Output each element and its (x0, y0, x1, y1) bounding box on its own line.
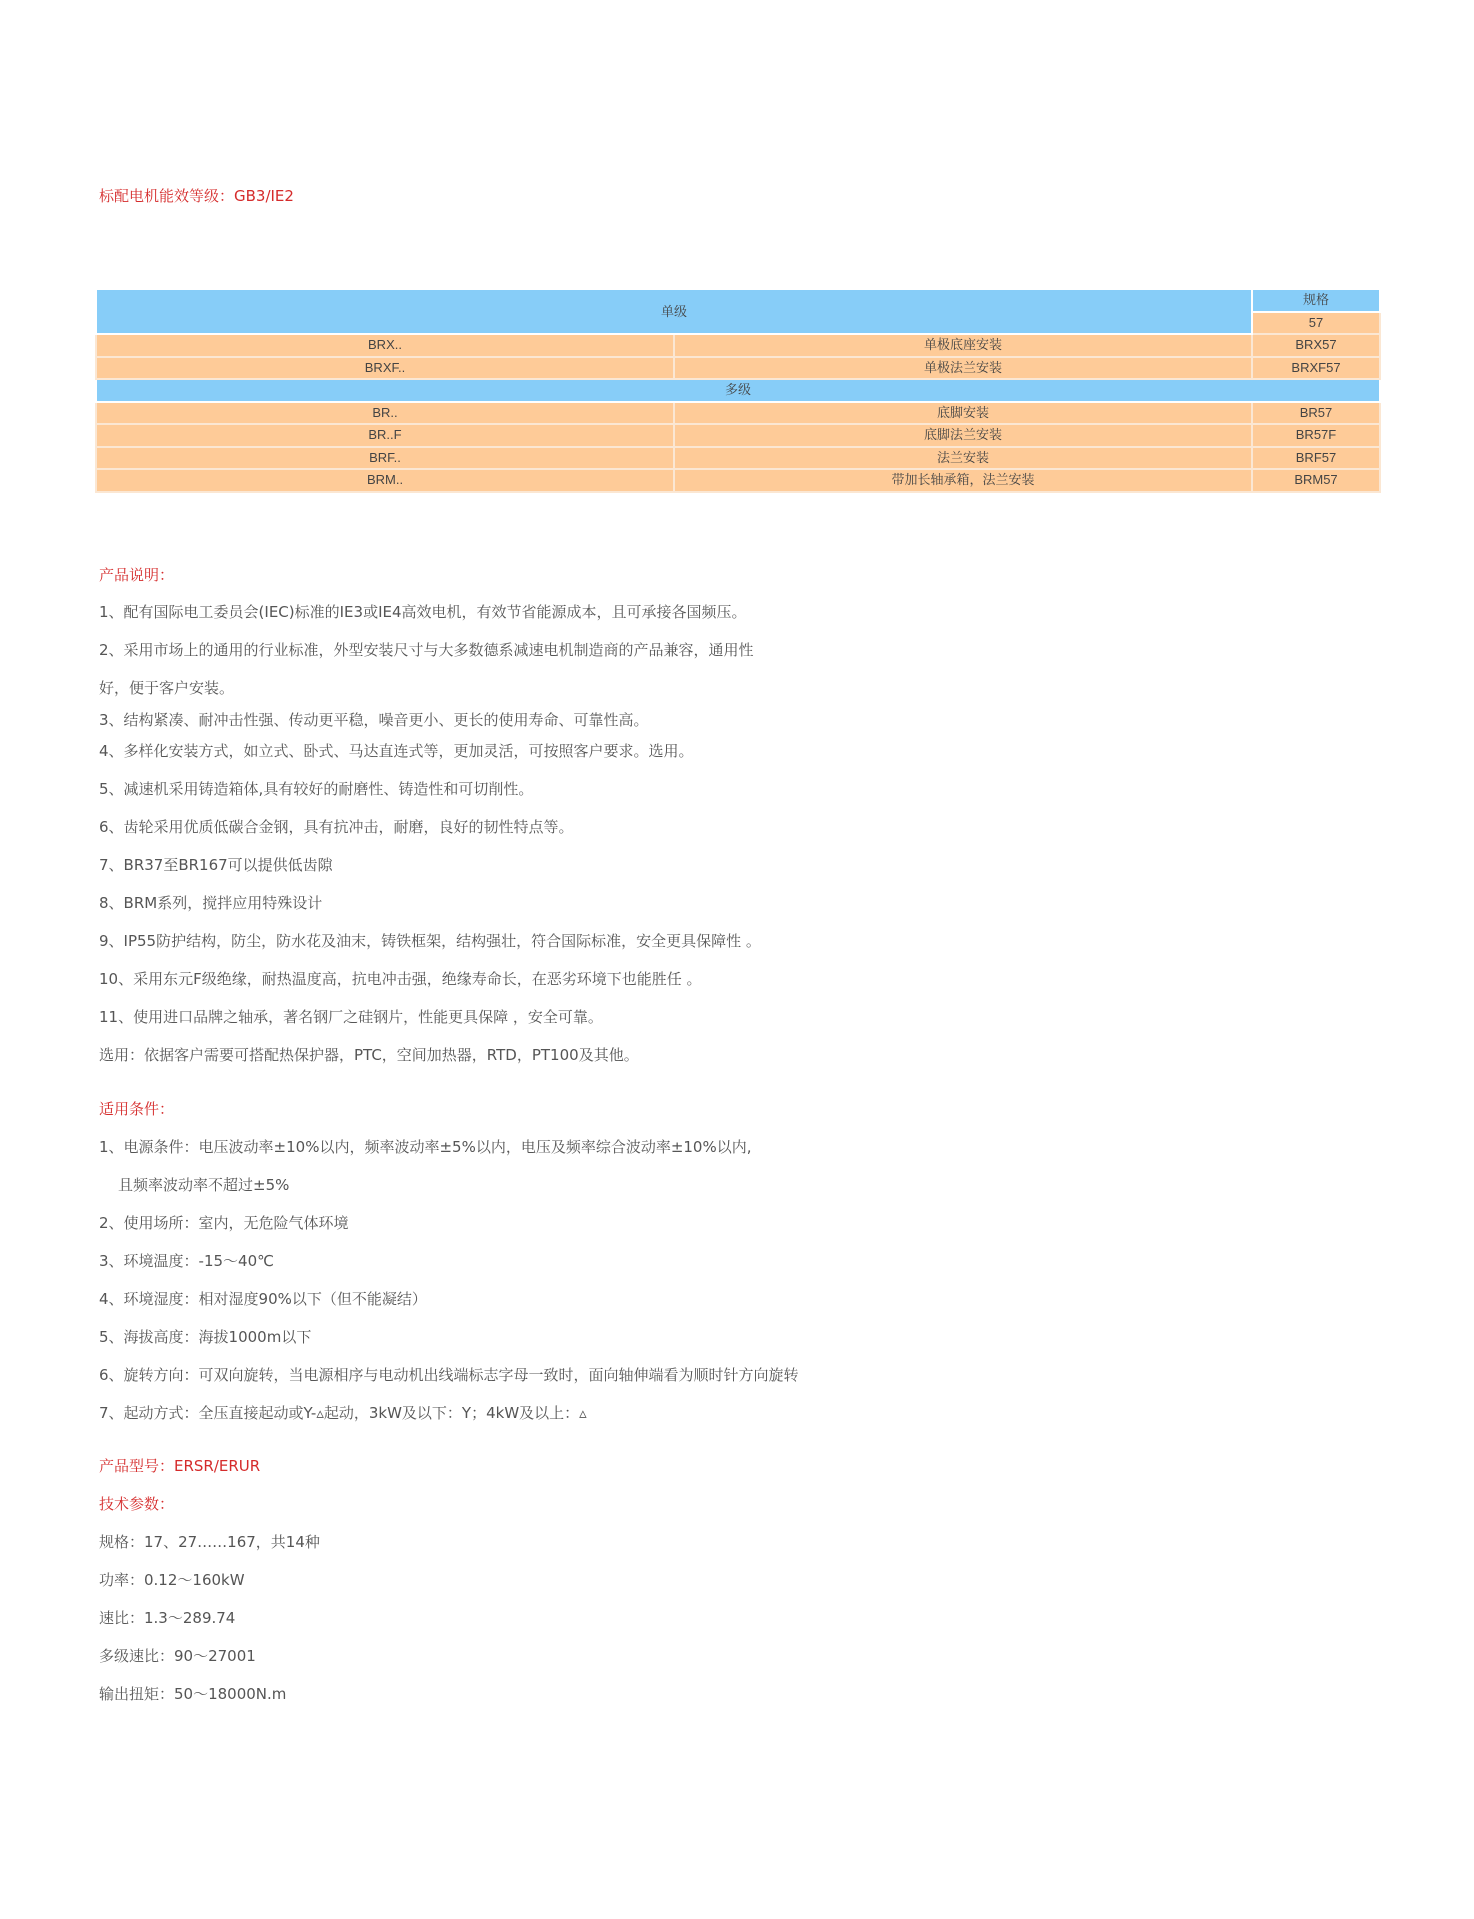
code-cell: BRX57 (1252, 334, 1380, 357)
description-item: 11、使用进口品牌之轴承，著名钢厂之硅钢片，性能更具保障 ，安全可靠。 (99, 1008, 603, 1026)
model-cell: BR..F (96, 424, 674, 447)
technical-parameters-heading: 技术参数： (99, 1495, 175, 1513)
condition-item: 1、电源条件：电压波动率±10%以内，频率波动率±5%以内，电压及频率综合波动率±10%以内, (99, 1138, 752, 1156)
description-item: 5、减速机采用铸造箱体,具有较好的耐磨性、铸造性和可切削性。 (99, 780, 534, 798)
description-item: 3、结构紧凑、耐冲击性强、传动更平稳，噪音更小、更长的使用寿命、可靠性高。 (99, 711, 649, 729)
single-stage-group-header: 单级 (96, 289, 1252, 334)
model-cell: BRF.. (96, 447, 674, 470)
condition-item: 2、使用场所：室内，无危险气体环境 (99, 1214, 349, 1232)
description-item: 8、BRM系列，搅拌应用特殊设计 (99, 894, 323, 912)
code-cell: BRM57 (1252, 469, 1380, 492)
table-row (96, 424, 1380, 447)
description-item: 2、采用市场上的通用的行业标准，外型安装尺寸与大多数德系减速电机制造商的产品兼容，通用性 (99, 641, 754, 659)
description-item: 9、IP55防护结构，防尘，防水花及油末，铸铁框架，结构强壮，符合国际标准，安全更具保障性 。 (99, 932, 761, 950)
parameter-item: 输出扭矩：50～18000N.m (99, 1685, 287, 1703)
description-item: 好，便于客户安装。 (99, 679, 235, 697)
mounting-cell: 底脚法兰安装 (674, 424, 1252, 447)
condition-item: 7、起动方式：全压直接起动或Y-▵起动，3kW及以下：Y；4kW及以上：▵ (99, 1404, 587, 1422)
condition-item-continuation: 且频率波动率不超过±5% (118, 1176, 290, 1194)
model-cell: BR.. (96, 402, 674, 425)
spec-size-cell: 57 (1252, 312, 1380, 335)
parameter-item: 功率：0.12～160kW (99, 1571, 245, 1589)
model-cell: BRM.. (96, 469, 674, 492)
product-model-heading: 产品型号：ERSR/ERUR (99, 1457, 261, 1475)
multi-stage-group-row (96, 379, 1380, 402)
mounting-cell: 底脚安装 (674, 402, 1252, 425)
condition-item: 4、环境湿度：相对湿度90%以下（但不能凝结） (99, 1290, 427, 1308)
table-row (96, 357, 1380, 380)
options-note: 选用：依据客户需要可搭配热保护器，PTC，空间加热器，RTD，PT100及其他。 (99, 1046, 639, 1064)
code-cell: BRXF57 (1252, 357, 1380, 380)
mounting-cell: 法兰安装 (674, 447, 1252, 470)
applicable-conditions-heading: 适用条件： (99, 1100, 175, 1118)
condition-item: 6、旋转方向：可双向旋转，当电源相序与电动机出线端标志字母一致时，面向轴伸端看为顺时针方向旋转 (99, 1366, 799, 1384)
parameter-item: 规格：17、27……167，共14种 (99, 1533, 320, 1551)
multi-stage-group-header: 多级 (96, 379, 1380, 402)
condition-item: 3、环境温度：-15～40℃ (99, 1252, 274, 1270)
condition-item: 5、海拔高度：海拔1000m以下 (99, 1328, 312, 1346)
mounting-cell: 单极底座安装 (674, 334, 1252, 357)
description-item: 10、采用东元F级绝缘，耐热温度高，抗电冲击强，绝缘寿命长，在恶劣环境下也能胜任 。 (99, 970, 702, 988)
table-row (96, 469, 1380, 492)
mounting-cell: 单极法兰安装 (674, 357, 1252, 380)
description-item: 4、多样化安装方式，如立式、卧式、马达直连式等，更加灵活，可按照客户要求。选用。 (99, 742, 694, 760)
table-row (96, 402, 1380, 425)
table-header-row (96, 289, 1380, 312)
mounting-cell: 带加长轴承箱，法兰安装 (674, 469, 1252, 492)
spec-column-header: 规格 (1252, 289, 1380, 312)
product-description-heading: 产品说明： (99, 566, 175, 584)
table-row (96, 447, 1380, 470)
description-item: 7、BR37至BR167可以提供低齿隙 (99, 856, 333, 874)
parameter-item: 多级速比：90～27001 (99, 1647, 256, 1665)
code-cell: BR57 (1252, 402, 1380, 425)
description-item: 1、配有国际电工委员会(IEC)标准的IE3或IE4高效电机，有效节省能源成本，且可承接各国频压。 (99, 603, 747, 621)
table-row (96, 334, 1380, 357)
model-cell: BRX.. (96, 334, 674, 357)
spec-table (95, 288, 1381, 493)
parameter-item: 速比：1.3～289.74 (99, 1609, 236, 1627)
description-item: 6、齿轮采用优质低碳合金钢，具有抗冲击，耐磨，良好的韧性特点等。 (99, 818, 574, 836)
code-cell: BR57F (1252, 424, 1380, 447)
model-cell: BRXF.. (96, 357, 674, 380)
efficiency-class-heading: 标配电机能效等级：GB3/IE2 (99, 187, 294, 205)
code-cell: BRF57 (1252, 447, 1380, 470)
